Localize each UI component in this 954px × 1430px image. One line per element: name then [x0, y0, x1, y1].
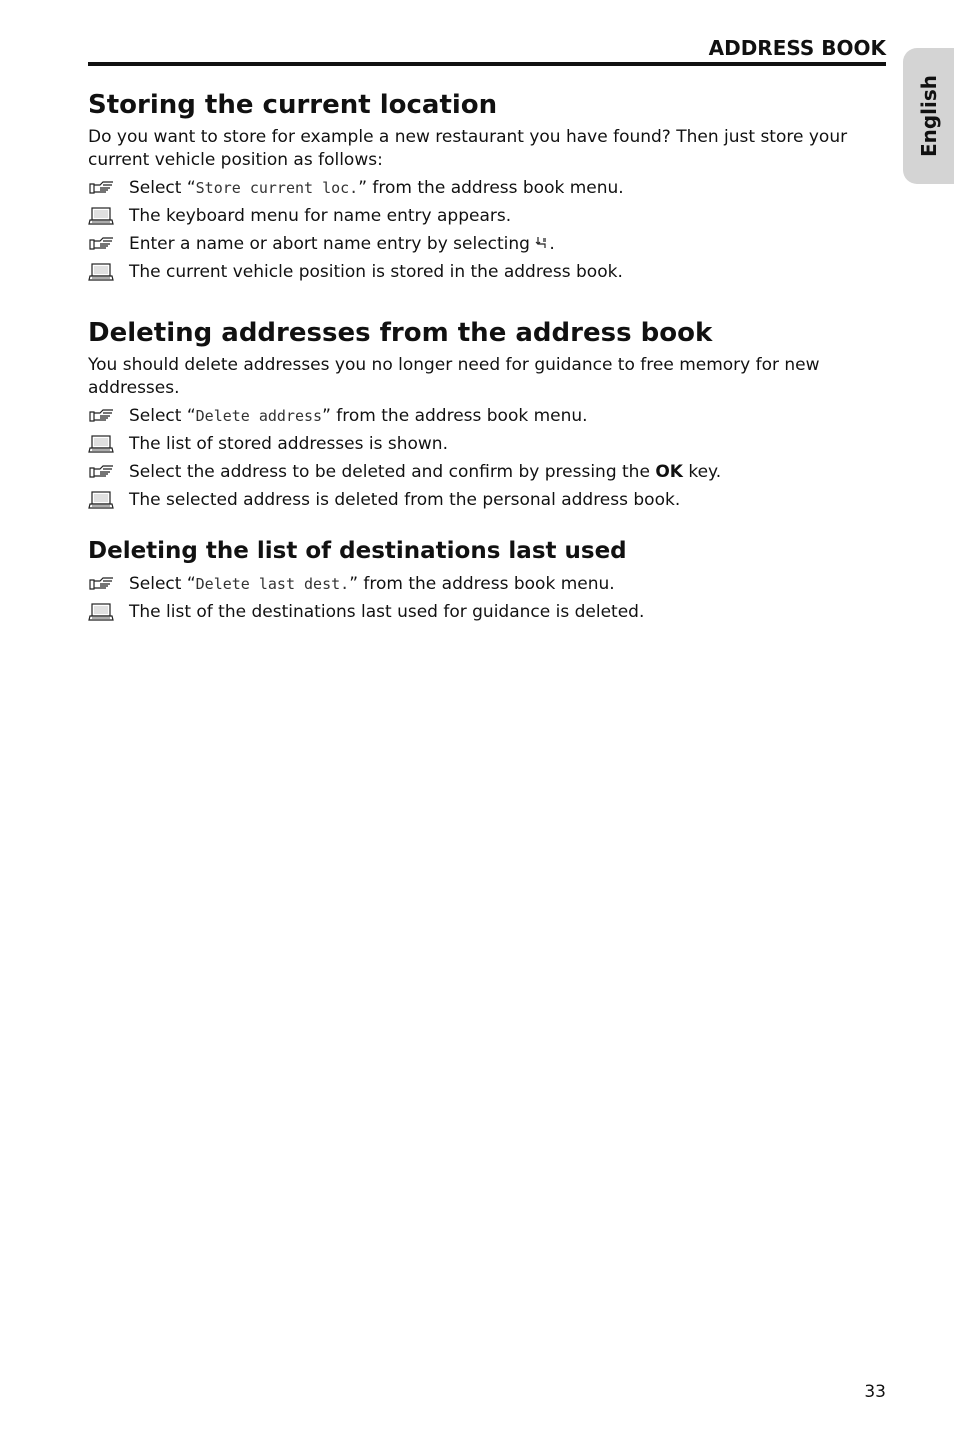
section-intro: Do you want to store for example a new restaurant you have found? Then just store your current vehicle position as follows: [88, 127, 848, 170]
step-text-post: ” from the address book menu. [358, 178, 624, 198]
step-result [88, 202, 888, 230]
section-title: Deleting addresses from the address book [88, 318, 713, 348]
step-text-pre: Select the address to be deleted and confirm by pressing the [129, 462, 656, 482]
step-text-post: key. [682, 462, 722, 482]
step-action [88, 230, 888, 258]
step-result [88, 430, 888, 458]
language-tab-label: English [916, 74, 941, 158]
section-deleting-last-destinations [88, 536, 888, 626]
menu-item-store-current-loc: Store current loc. [195, 179, 359, 197]
step-list [88, 402, 888, 514]
screen-icon [88, 491, 116, 509]
step-text: The selected address is deleted from the personal address book. [129, 490, 681, 510]
step-list [88, 570, 888, 626]
step-text-pre: Enter a name or abort name entry by selecting [129, 234, 536, 254]
pointing-hand-icon [88, 463, 116, 481]
step-action [88, 570, 888, 598]
section-intro: You should delete addresses you no longer need for guidance to free memory for new addresses. [88, 355, 820, 398]
step-text-post: . [549, 234, 555, 254]
screen-icon [88, 435, 116, 453]
step-text-pre: Select “ [129, 178, 196, 198]
step-result [88, 486, 888, 514]
step-text: The current vehicle position is stored in the address book. [129, 262, 623, 282]
page-content [88, 84, 888, 626]
screen-icon [88, 263, 116, 281]
step-text: The list of stored addresses is shown. [129, 434, 448, 454]
step-result [88, 258, 888, 286]
step-text-pre: Select “ [129, 406, 196, 426]
menu-item-delete-last-dest: Delete last dest. [195, 575, 350, 593]
screen-icon [88, 603, 116, 621]
menu-item-delete-address: Delete address [195, 407, 323, 425]
step-text-post: ” from the address book menu. [349, 574, 615, 594]
pointing-hand-icon [88, 575, 116, 593]
section-title: Storing the current location [88, 90, 498, 120]
return-arrow-icon [535, 235, 549, 251]
language-tab [903, 48, 954, 184]
step-list [88, 174, 888, 286]
step-text-pre: Select “ [129, 574, 196, 594]
step-action [88, 402, 888, 430]
page-number: 33 [864, 1382, 886, 1402]
running-head: ADDRESS BOOK [708, 36, 886, 60]
screen-icon [88, 207, 116, 225]
step-action [88, 458, 888, 486]
pointing-hand-icon [88, 407, 116, 425]
step-result [88, 598, 888, 626]
step-action [88, 174, 888, 202]
step-text: The keyboard menu for name entry appears. [129, 206, 512, 226]
section-deleting-addresses [88, 316, 888, 514]
section-storing-location [88, 88, 888, 286]
ok-key-label: OK [655, 462, 683, 482]
pointing-hand-icon [88, 179, 116, 197]
header-rule [88, 62, 886, 66]
section-title: Deleting the list of destinations last used [88, 538, 627, 564]
pointing-hand-icon [88, 235, 116, 253]
step-text: The list of the destinations last used for guidance is deleted. [129, 602, 645, 622]
step-text-post: ” from the address book menu. [322, 406, 588, 426]
